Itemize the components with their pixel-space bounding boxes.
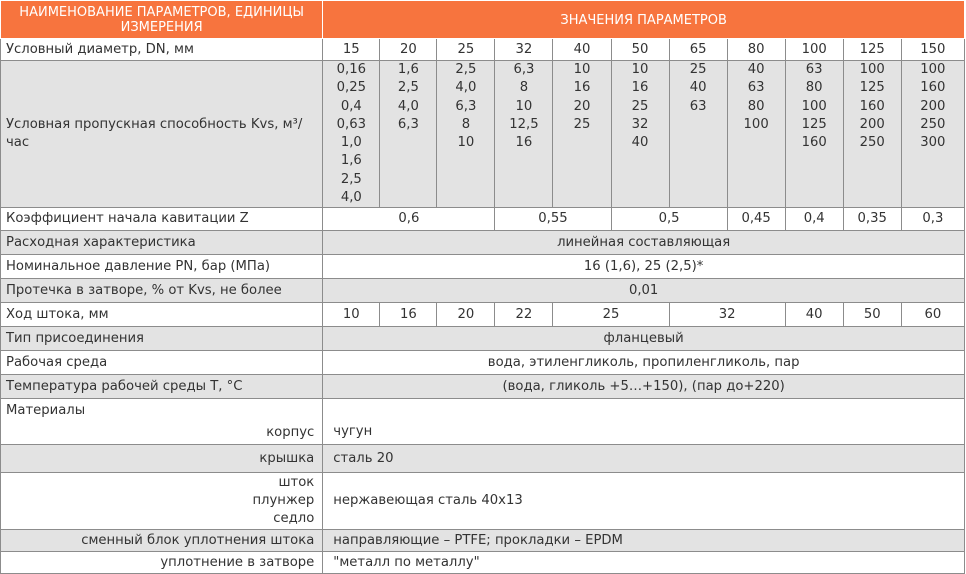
stroke-value: 20 [437,303,495,327]
materials-body-value: чугун [323,399,965,445]
dn-value: 100 [785,39,843,61]
kvs-value: 100 [859,62,885,77]
table-row-temperature [1,375,965,399]
connection-label: Тип присоединения [1,327,323,351]
stroke-value: 60 [901,303,964,327]
kvs-value: 16 [515,135,533,151]
cavitation-value: 0,6 [323,208,495,231]
dn-value: 150 [901,39,964,61]
materials-stem-labels [1,473,323,530]
pressure-value: 16 (1,6), 25 (2,5)* [323,255,965,279]
stroke-value: 16 [380,303,437,327]
table-row-stroke [1,303,965,327]
kvs-cell [843,61,901,208]
kvs-value: 63 [805,62,823,77]
kvs-value: 40 [689,80,707,96]
dn-value: 125 [843,39,901,61]
kvs-value: 300 [920,135,946,151]
kvs-cell [901,61,964,208]
stroke-value: 40 [785,303,843,327]
kvs-list [380,61,436,134]
dn-value: 20 [380,39,437,61]
kvs-value: 20 [573,98,591,114]
stroke-value: 10 [323,303,380,327]
kvs-list [844,61,901,152]
kvs-cell [437,61,495,208]
kvs-value: 4,0 [455,80,477,96]
kvs-list [437,61,494,152]
kvs-value: 125 [801,116,827,132]
cavitation-value: 0,55 [495,208,611,231]
params-header-title: НАИМЕНОВАНИЕ ПАРАМЕТРОВ, ЕДИНИЦЫ ИЗМЕРЕНИЯ [1,1,323,39]
values-header-title: ЗНАЧЕНИЯ ПАРАМЕТРОВ [323,1,965,39]
kvs-value: 6,3 [513,62,535,77]
kvs-value: 125 [859,80,885,96]
materials-label: Материалы [6,403,86,419]
kvs-value: 10 [515,98,533,114]
dn-value: 15 [323,39,380,61]
kvs-value: 6,3 [455,98,477,114]
kvs-cell [380,61,437,208]
kvs-value: 1,0 [340,135,362,151]
kvs-value: 6,3 [397,116,419,132]
flow-char-label: Расходная характеристика [1,231,323,255]
kvs-cell [669,61,727,208]
kvs-cell [785,61,843,208]
kvs-value: 10 [631,62,649,77]
table-row-materials-body [1,399,965,445]
table-row-pressure [1,255,965,279]
kvs-value: 40 [631,135,649,151]
stroke-value: 22 [495,303,553,327]
dn-value: 40 [553,39,611,61]
kvs-value: 100 [743,116,769,132]
leak-value: 0,01 [323,279,965,303]
kvs-list [612,61,669,152]
kvs-value: 63 [747,80,765,96]
kvs-cell [323,61,380,208]
kvs-value: 100 [920,62,946,77]
kvs-list [553,61,610,134]
dn-label: Условный диаметр, DN, мм [1,39,323,61]
kvs-value: 16 [631,80,649,96]
kvs-value: 160 [859,98,885,114]
kvs-value: 10 [457,135,475,151]
kvs-value: 200 [920,98,946,114]
table-row-leak [1,279,965,303]
kvs-list [670,61,727,116]
materials-stem-label: шток [278,475,315,491]
materials-body-label-cell [1,399,323,445]
dn-value: 80 [727,39,785,61]
table-row-gate-seal [1,552,965,574]
kvs-value: 4,0 [340,190,362,206]
kvs-value: 160 [801,135,827,151]
kvs-value: 100 [801,98,827,114]
kvs-value: 250 [859,135,885,151]
cavitation-label: Коэффициент начала кавитации Z [1,208,323,231]
kvs-value: 10 [573,62,591,77]
materials-seat-label: седло [273,511,315,527]
kvs-value: 0,4 [340,98,362,114]
kvs-value: 1,6 [397,62,419,77]
kvs-value: 63 [689,98,707,114]
kvs-value: 0,25 [336,80,366,96]
materials-cover-label: крышка [1,445,323,473]
kvs-value: 80 [747,98,765,114]
kvs-list [786,61,843,152]
kvs-value: 25 [631,98,649,114]
kvs-value: 160 [920,80,946,96]
kvs-value: 1,6 [340,153,362,169]
seal-block-value: направляющие – PTFE; прокладки – EPDM [323,530,965,552]
kvs-cell [553,61,611,208]
cavitation-value: 0,45 [727,208,785,231]
table-row-kvs [1,61,965,208]
kvs-cell [495,61,553,208]
kvs-list [902,61,964,152]
kvs-list [495,61,552,152]
kvs-value: 200 [859,116,885,132]
gate-seal-value: "металл по металлу" [323,552,965,574]
kvs-value: 40 [747,62,765,77]
kvs-list [728,61,785,134]
table-row-materials-stem [1,473,965,530]
cavitation-value: 0,3 [901,208,964,231]
temperature-label: Температура рабочей среды Т, °С [1,375,323,399]
kvs-value: 2,5 [455,62,477,77]
pressure-label: Номинальное давление PN, бар (МПа) [1,255,323,279]
kvs-cell [727,61,785,208]
kvs-value: 25 [689,62,707,77]
stroke-value: 25 [553,303,669,327]
stroke-value: 32 [669,303,785,327]
kvs-value: 250 [920,116,946,132]
materials-cover-value: сталь 20 [323,445,965,473]
medium-label: Рабочая среда [1,351,323,375]
table-row-flow-characteristic [1,231,965,255]
materials-body-label: корпус [266,425,315,441]
table-row-seal-block [1,530,965,552]
kvs-list [323,61,379,207]
kvs-value: 2,5 [340,171,362,187]
kvs-label: Условная пропускная способность Kvs, м³/час [1,61,323,208]
kvs-value: 16 [573,80,591,96]
seal-block-label: сменный блок уплотнения штока [1,530,323,552]
table-header-row [1,1,965,39]
kvs-value: 0,16 [336,62,366,77]
stroke-label: Ход штока, мм [1,303,323,327]
dn-value: 50 [611,39,669,61]
table-row-connection [1,327,965,351]
medium-value: вода, этиленгликоль, пропиленгликоль, пар [323,351,965,375]
table-row-dn [1,39,965,61]
temperature-value: (вода, гликоль +5…+150), (пар до+220) [323,375,965,399]
kvs-value: 80 [805,80,823,96]
materials-plunger-label: плунжер [252,493,315,509]
leak-label: Протечка в затворе, % от Kvs, не более [1,279,323,303]
cavitation-value: 0,35 [843,208,901,231]
kvs-value: 8 [519,80,529,96]
dn-value: 32 [495,39,553,61]
table-row-medium [1,351,965,375]
dn-value: 65 [669,39,727,61]
dn-value: 25 [437,39,495,61]
kvs-value: 25 [573,116,591,132]
cavitation-value: 0,4 [785,208,843,231]
kvs-value: 0,63 [336,116,366,132]
flow-char-value: линейная составляющая [323,231,965,255]
kvs-cell [611,61,669,208]
table-row-cavitation [1,208,965,231]
kvs-value: 2,5 [397,80,419,96]
materials-stem-value: нержавеющая сталь 40х13 [323,473,965,530]
stroke-value: 50 [843,303,901,327]
gate-seal-label: уплотнение в затворе [1,552,323,574]
table-row-materials-cover [1,445,965,473]
kvs-value: 32 [631,116,649,132]
kvs-value: 4,0 [397,98,419,114]
kvs-value: 12,5 [509,116,539,132]
connection-value: фланцевый [323,327,965,351]
cavitation-value: 0,5 [611,208,727,231]
kvs-value: 8 [461,116,471,132]
